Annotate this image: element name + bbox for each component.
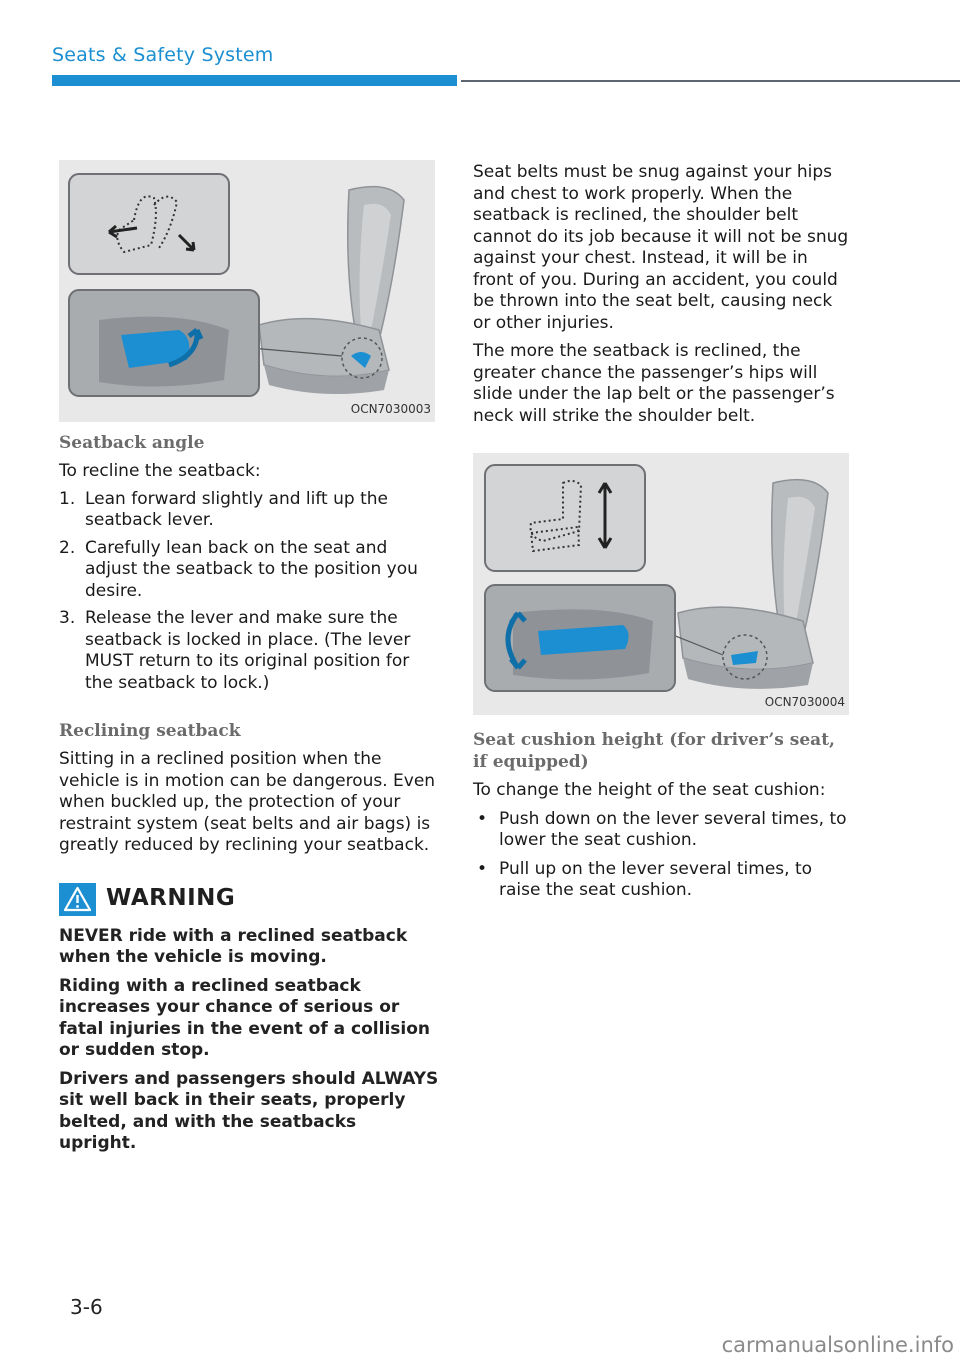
seatback-angle-intro: To recline the seatback: (59, 461, 261, 481)
list-item (473, 809, 853, 852)
warning-line: Riding with a reclined seatback increases your chance of serious or fatal injuries in the event of a collision or sudden stop. (59, 975, 431, 1060)
bullet: • (477, 808, 488, 829)
list-item (59, 489, 439, 532)
step-number: 1. (59, 488, 76, 509)
seat-recline-diagram (59, 160, 435, 422)
left-column (59, 160, 439, 1155)
step-text: Carefully lean back on the seat and adjust the seatback to the position you desire. (85, 537, 418, 601)
cushion-intro: To change the height of the seat cushion: (473, 780, 826, 800)
warning-line: Drivers and passengers should ALWAYS sit well back in their seats, properly belted, and with the seatbacks upright. (59, 1068, 439, 1153)
heading-reclining-seatback: Reclining seatback (59, 721, 241, 741)
snug-belts-paragraph: Seat belts must be snug against your hips and chest to work properly. When the seatback is reclined, the shoulder belt cannot do its job because it will not be snug against your chest. Instead, it will be in front of you. During an accident, you could be thrown into the seat belt, causing neck or other injuries. (473, 162, 849, 333)
warning-title (59, 883, 439, 916)
heading-seatback-angle: Seatback angle (59, 433, 205, 453)
warning-label: WARNING (106, 885, 236, 912)
seat-height-diagram (473, 453, 849, 715)
reclining-body: Sitting in a reclined position when the vehicle is in motion can be dangerous. Even when buckled up, the protection of your restraint system (seat belts and air bags) is greatly reduced by reclining your seatback. (59, 749, 436, 855)
recline-risk-paragraph: The more the seatback is reclined, the greater chance the passenger’s hips will slide under the lap belt or the passenger’s neck will strike the shoulder belt. (473, 341, 835, 426)
header-accent-bar (52, 75, 457, 86)
watermark: carmanualsonline.info (721, 1333, 954, 1357)
figure-code: OCN7030004 (764, 694, 845, 709)
step-text: Release the lever and make sure the seatback is locked in place. (The lever MUST return to its original position for the seatback to lock.) (85, 608, 411, 693)
figure-code: OCN7030003 (350, 401, 431, 416)
cushion-bullets (473, 809, 853, 902)
cushion-height-illustration (473, 453, 849, 715)
step-text: Lean forward slightly and lift up the seatback lever. (85, 488, 388, 530)
bullet-text: Push down on the lever several times, to lower the seat cushion. (499, 808, 847, 850)
list-item (473, 859, 853, 902)
heading-seat-cushion-height: Seat cushion height (for driver’s seat, if equipped) (473, 730, 835, 772)
list-item (59, 538, 439, 603)
step-number: 2. (59, 537, 76, 558)
recline-steps (59, 489, 439, 695)
section-title: Seats & Safety System (52, 44, 274, 66)
bullet: • (477, 858, 488, 879)
header-rule (461, 80, 960, 82)
right-column (473, 162, 853, 902)
warning-icon (59, 883, 96, 916)
seatback-lever-illustration (59, 160, 435, 422)
warning-line: NEVER ride with a reclined seatback when the vehicle is moving. (59, 925, 408, 967)
bullet-text: Pull up on the lever several times, to raise the seat cushion. (499, 858, 813, 900)
page-number: 3-6 (70, 1295, 103, 1319)
list-item (59, 608, 439, 694)
step-number: 3. (59, 608, 76, 628)
